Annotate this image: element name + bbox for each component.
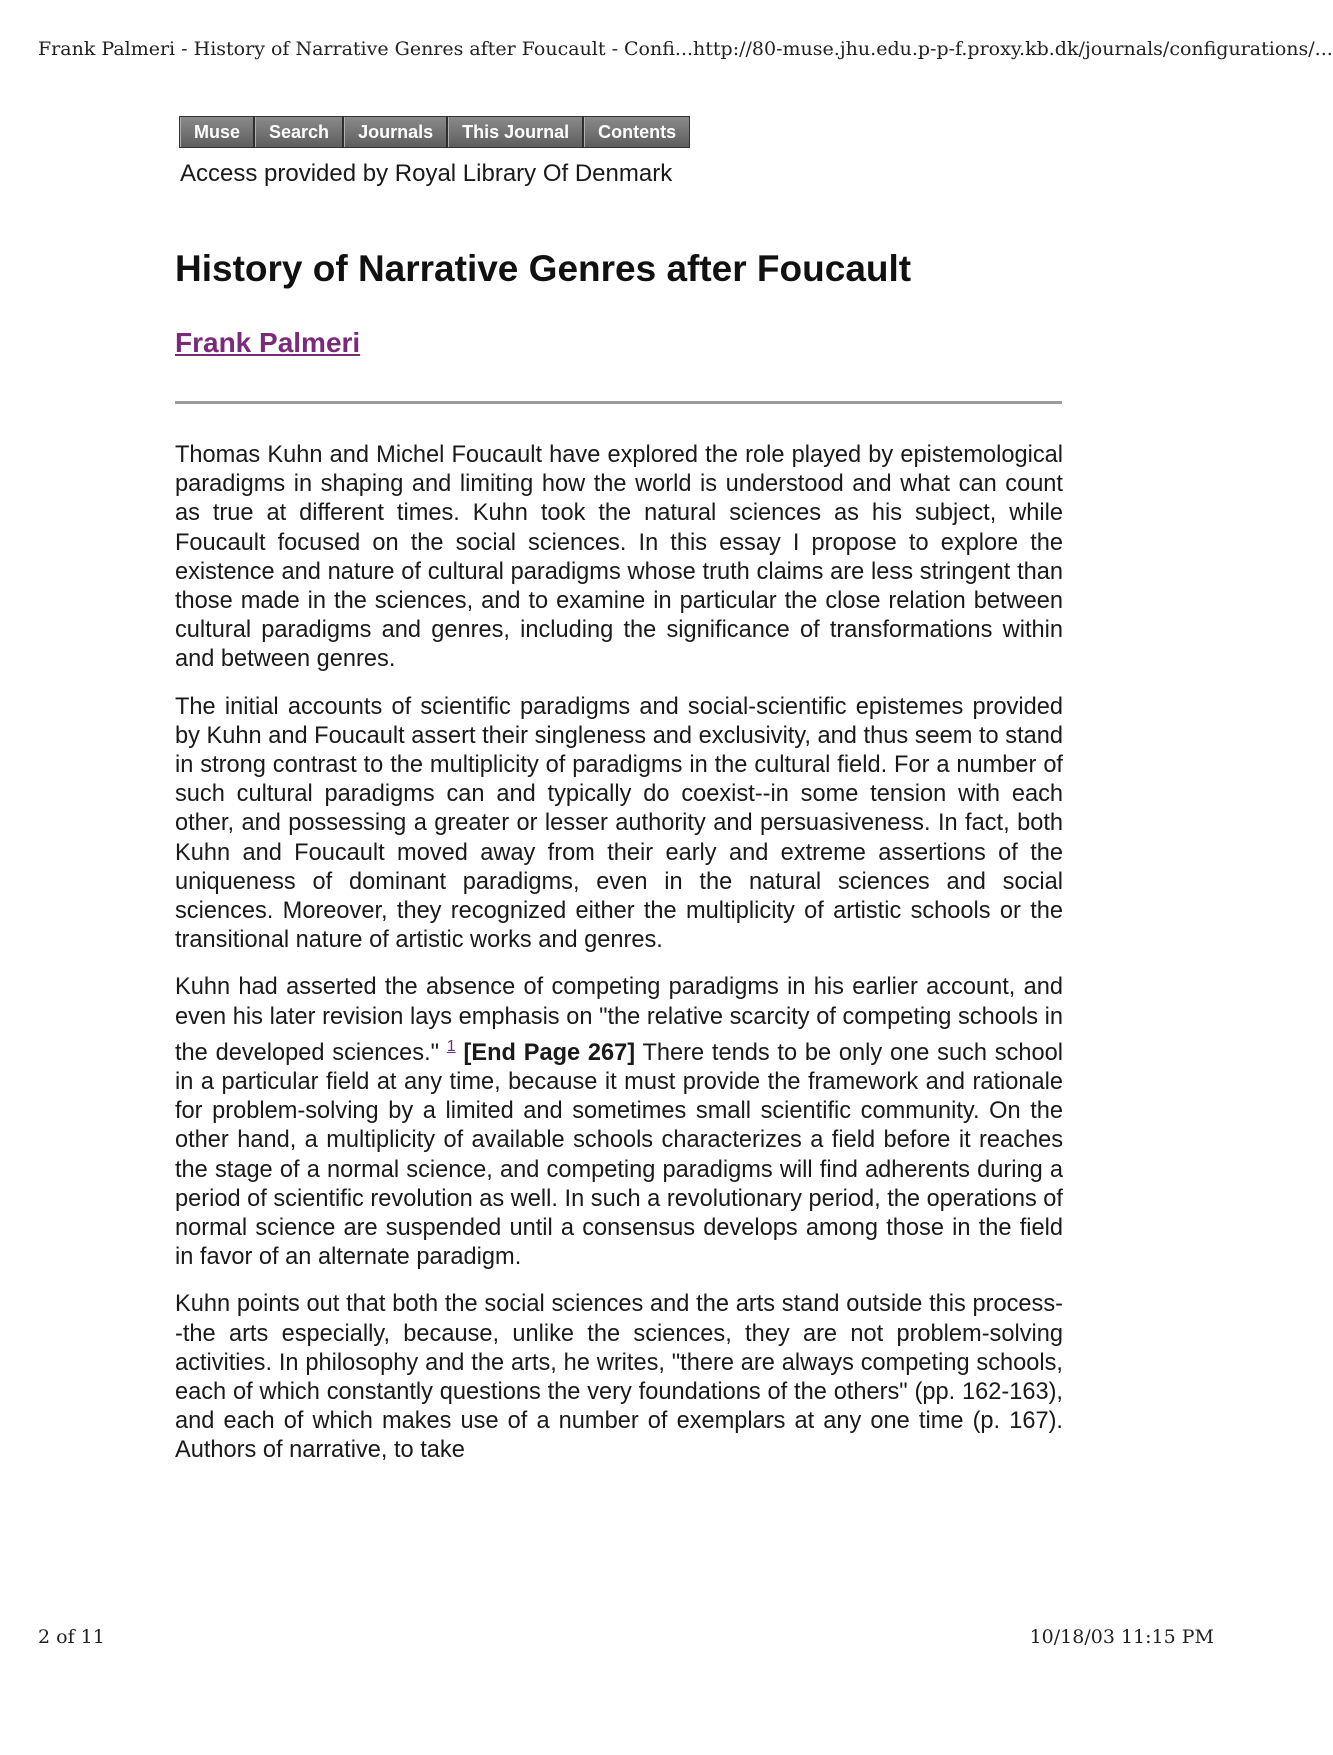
nav-muse-button[interactable]: Muse [180,117,255,147]
article-body [175,441,1063,1484]
nav-this-journal-button[interactable]: This Journal [448,117,584,147]
print-header [38,38,1333,60]
nav-contents-button[interactable]: Contents [584,117,689,147]
footnote-link[interactable]: 1 [446,1037,456,1055]
paragraph [175,973,1063,1272]
print-header-url: http://80-muse.jhu.edu.p-p-f.proxy.kb.dk/journals/configurations/... [693,38,1333,60]
nav-bar [179,116,690,148]
print-footer [38,1626,1214,1648]
paragraph: The initial accounts of scientific paradigms and social-scientific epistemes provided by Kuhn and Foucault assert their singleness and exclusivity, and thus seem to stand in strong contrast to the multiplicity of paradigms in the cultural field. For a number of such cultural paradigms can and typically do coexist--in some tension with each other, and possessing a greater or lesser authority and persuasiveness. In fact, both Kuhn and Foucault moved away from their early and extreme assertions of the uniqueness of dominant paradigms, even in the natural sciences and social sciences. Moreover, they recognized either the multiplicity of artistic schools or the transitional nature of artistic works and genres. [175,693,1063,954]
paragraph: Thomas Kuhn and Michel Foucault have explored the role played by epistemological paradigms in shaping and limiting how the world is understood and what can count as true at different times. Kuhn took the natural sciences as his subject, while Foucault focused on the social sciences. In this essay I propose to explore the existence and nature of cultural paradigms whose truth claims are less stringent than those made in the sciences, and to examine in particular the close relation between cultural paradigms and genres, including the significance of transformations within and between genres. [175,442,1063,673]
print-timestamp: 10/18/03 11:15 PM [1029,1626,1214,1648]
nav-search-button[interactable]: Search [255,117,344,147]
divider [175,401,1062,404]
print-header-title: Frank Palmeri - History of Narrative Genres after Foucault - Confi... [38,38,694,60]
page-marker: [End Page 267] [463,1039,636,1066]
author-link[interactable]: Frank Palmeri [175,327,361,358]
paragraph-text: Kuhn had asserted the absence of competing paradigms in his earlier account, and even his later revision lays emphasis on "the relative scarcity of competing schools in the developed sciences." [175,974,1063,1066]
page-count: 2 of 11 [38,1626,105,1648]
access-note: Access provided by Royal Library Of Denmark [180,160,673,187]
article-title: History of Narrative Genres after Foucault [175,248,912,289]
paragraph-text: There tends to be only one such school in a particular field at any time, because it must provide the framework and rationale for problem-solving by a limited and sometimes small scientific community. On the other hand, a multiplicity of available schools characterizes a field before it reaches the stage of a normal science, and competing paradigms will find adherents during a period of scientific revolution as well. In such a revolutionary period, the operations of normal science are suspended until a consensus develops among those in the field in favor of an alternate paradigm. [175,1039,1063,1271]
nav-journals-button[interactable]: Journals [344,117,448,147]
paragraph: Kuhn points out that both the social sciences and the arts stand outside this process--the arts especially, because, unlike the sciences, they are not problem-solving activities. In philosophy and the arts, he writes, "there are always competing schools, each of which constantly questions the very foundations of the others" (pp. 162-163), and each of which makes use of a number of exemplars at any one time (p. 167). Authors of narrative, to take [175,1291,1063,1464]
